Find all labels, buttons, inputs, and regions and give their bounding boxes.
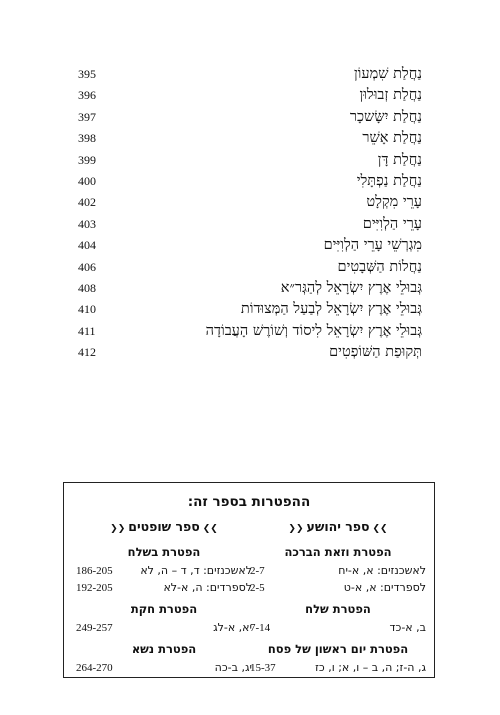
haftara-row[interactable] bbox=[76, 619, 252, 636]
toc-entry[interactable] bbox=[78, 171, 422, 192]
haftara-row[interactable] bbox=[250, 562, 426, 579]
haftara-pages: 186-205 bbox=[76, 565, 113, 577]
haftara-row[interactable] bbox=[76, 579, 252, 596]
toc-entry[interactable] bbox=[78, 299, 422, 320]
haftara-row[interactable] bbox=[250, 659, 426, 676]
toc-page-number: 403 bbox=[78, 216, 96, 231]
ornament-right-icon: ❮❮ bbox=[288, 524, 304, 534]
ornament-left-icon: ❯❯ bbox=[372, 524, 388, 534]
toc-entry-title: מִגְרְשֵׁי עָרֵי הַלְוִיִּים bbox=[323, 237, 422, 254]
toc-entry-title: גְּבוּלֵי אֶרֶץ יִשְׂרָאֵל לְבַעַל הַמְּצוּדוֹת bbox=[240, 301, 422, 318]
haftara-title: הפטרת וזאת הברכה bbox=[284, 545, 392, 559]
book-name: ספר יהושע bbox=[306, 519, 370, 534]
toc-page-number: 398 bbox=[78, 131, 96, 146]
haftara-reference: יא, א-לג bbox=[213, 621, 252, 634]
haftara-pages: 2-5 bbox=[250, 582, 265, 594]
haftara-row[interactable] bbox=[76, 562, 252, 579]
toc-entry[interactable] bbox=[78, 85, 422, 106]
ornament-left-icon: ❯❯ bbox=[202, 524, 218, 534]
toc-page-number: 406 bbox=[78, 259, 96, 274]
haftara-title: הפטרת נשא bbox=[131, 642, 197, 656]
ornament-right-icon: ❮❮ bbox=[110, 524, 126, 534]
toc-entry[interactable] bbox=[78, 128, 422, 149]
haftara-pages: 7-14 bbox=[250, 622, 271, 634]
toc-entry-title: נַחֲלוֹת הַשְּׁבָטִים bbox=[337, 258, 422, 275]
toc-entry-title: עָרֵי מִקְלָט bbox=[366, 194, 422, 211]
toc-entry[interactable] bbox=[78, 342, 422, 363]
haftara-row[interactable] bbox=[250, 579, 426, 596]
haftara-reference: לספרדים: א, א-ט bbox=[343, 581, 426, 594]
haftara-reference: ג, ה-ז; ה, ב – ו, א; ו, כז bbox=[315, 661, 426, 674]
haftara-reference: לאשכנזים: ד, ד – ה, לא bbox=[140, 564, 252, 577]
haftara-reference: ב, א-כד bbox=[389, 621, 426, 634]
toc-entry-title: נַחֲלַת נַפְתָּלִי bbox=[356, 172, 422, 189]
toc-page-number: 404 bbox=[78, 238, 96, 253]
haftarot-box-title: ההפטרות בספר זה: bbox=[187, 494, 311, 510]
haftara-row[interactable] bbox=[76, 659, 252, 676]
haftara-pages: 264-270 bbox=[76, 662, 113, 674]
haftarot-box bbox=[63, 482, 435, 678]
toc-entry-title: תְּקוּפַת הַשּׁוֹפְטִים bbox=[329, 344, 422, 361]
toc-page-number: 400 bbox=[78, 173, 96, 188]
book-column-yehoshua bbox=[250, 517, 426, 676]
haftara-title: הפטרת בשלח bbox=[127, 545, 201, 559]
table-of-contents bbox=[78, 64, 422, 363]
toc-page-number: 402 bbox=[78, 195, 96, 210]
toc-entry[interactable] bbox=[78, 257, 422, 278]
toc-page-number: 397 bbox=[78, 109, 96, 124]
toc-entry[interactable] bbox=[78, 321, 422, 342]
haftara-pages: 15-37 bbox=[250, 662, 276, 674]
haftara-reference: יג, ב-כה bbox=[214, 661, 252, 674]
book-heading bbox=[250, 517, 426, 537]
toc-entry-title: גְּבוּלֵי אֶרֶץ יִשְׂרָאֵל לְהַגְּר״א bbox=[280, 279, 422, 296]
haftara-title: הפטרת שלח bbox=[305, 602, 371, 616]
toc-entry[interactable] bbox=[78, 214, 422, 235]
toc-entry-title: גְּבוּלֵי אֶרֶץ יִשְׂרָאֵל לִיסוֹד וְשׁוֹרֶשׁ הָעֲבוֹדָה bbox=[205, 322, 422, 339]
toc-entry-title: עָרֵי הַלְוִיִּים bbox=[362, 215, 422, 232]
toc-page-number: 408 bbox=[78, 280, 96, 295]
toc-entry[interactable] bbox=[78, 150, 422, 171]
toc-page-number: 410 bbox=[78, 302, 96, 317]
haftara-reference: לספרדים: ה, א-לא bbox=[163, 581, 252, 594]
toc-entry-title: נַחֲלַת זְבוּלוּן bbox=[359, 87, 422, 104]
book-name: ספר שופטים bbox=[128, 519, 200, 534]
toc-page-number: 412 bbox=[78, 345, 96, 360]
book-heading bbox=[76, 517, 252, 537]
book-column-shoftim bbox=[76, 517, 252, 676]
haftara-pages: 249-257 bbox=[76, 622, 113, 634]
toc-entry[interactable] bbox=[78, 107, 422, 128]
toc-entry-title: נַחֲלַת דָּן bbox=[377, 151, 422, 168]
toc-entry[interactable] bbox=[78, 64, 422, 85]
haftara-row[interactable] bbox=[250, 619, 426, 636]
toc-entry-title: נַחֲלַת שִׁמְעוֹן bbox=[353, 66, 422, 82]
toc-page-number: 411 bbox=[78, 323, 96, 338]
haftara-pages: 192-205 bbox=[76, 582, 113, 594]
toc-page-number: 399 bbox=[78, 152, 96, 167]
toc-entry-title: נַחֲלַת אָשֵׁר bbox=[362, 130, 422, 147]
haftara-title: הפטרת יום ראשון של פסח bbox=[267, 642, 409, 656]
haftara-title: הפטרת חקת bbox=[130, 602, 198, 616]
toc-page-number: 395 bbox=[78, 67, 96, 81]
toc-entry[interactable] bbox=[78, 235, 422, 256]
toc-entry[interactable] bbox=[78, 278, 422, 299]
toc-page-number: 396 bbox=[78, 88, 96, 103]
toc-entry-title: נַחֲלַת יִשָּׂשכָר bbox=[349, 108, 422, 125]
haftara-pages: 2-7 bbox=[250, 565, 265, 577]
toc-entry[interactable] bbox=[78, 192, 422, 213]
haftara-reference: לאשכנזים: א, א-יח bbox=[338, 564, 426, 577]
